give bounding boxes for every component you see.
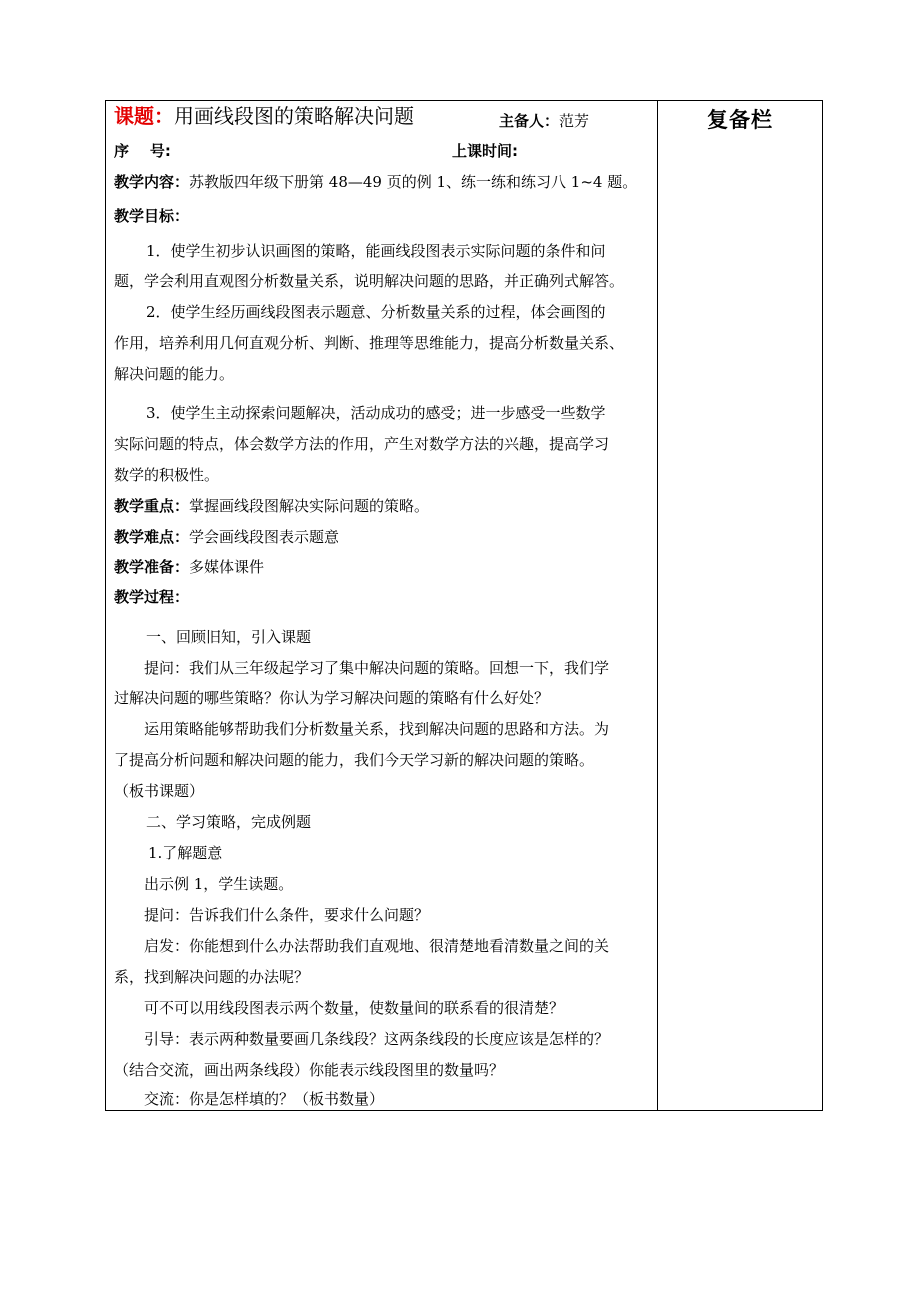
difficulty-text: 学会画线段图表示题意 bbox=[189, 528, 340, 546]
preparation-row bbox=[114, 557, 264, 577]
key-point-text: 掌握画线段图解决实际问题的策略。 bbox=[189, 497, 430, 515]
goal-2-line-2: 作用，培养利用几何直观分析、判断、推理等思维能力，提高分析数量关系、 bbox=[114, 334, 625, 352]
sequence-label: 序 号: bbox=[114, 142, 171, 160]
process-heading-2: 二、学习策略，完成例题 bbox=[146, 813, 312, 831]
process-p10-line-1: 引导：表示两种数量要画几条线段？这两条线段的长度应该是怎样的？ bbox=[144, 1030, 610, 1048]
process-p3-line-2: 了提高分析问题和解决问题的能力，我们今天学习新的解决问题的策略。 bbox=[114, 751, 595, 769]
class-time-label: 上课时间: bbox=[452, 142, 518, 160]
goal-1-line-2: 题，学会利用直观图分析数量关系，说明解决问题的思路，并正确列式解答。 bbox=[114, 272, 625, 290]
process-p8-line-1: 启发：你能想到什么办法帮助我们直观地、很清楚地看清数量之间的关 bbox=[144, 937, 610, 955]
goal-3-line-1: 3．使学生主动探索问题解决，活动成功的感受；进一步感受一些数学 bbox=[146, 404, 606, 422]
goal-3-line-2: 实际问题的特点，体会数学方法的作用，产生对数学方法的兴趣，提高学习 bbox=[114, 435, 610, 453]
preparer-label: 主备人： bbox=[499, 112, 560, 130]
difficulty-row bbox=[114, 527, 339, 547]
column-divider bbox=[657, 101, 658, 1110]
key-point-label: 教学重点： bbox=[114, 497, 190, 515]
process-p11: 交流：你是怎样填的？（板书数量） bbox=[144, 1090, 385, 1108]
teaching-content-text: 苏教版四年级下册第 48—49 页的例 1、练一练和练习八 1~4 题。 bbox=[189, 173, 638, 191]
process-p3-line-3: （板书课题） bbox=[114, 782, 205, 800]
preparer-row bbox=[499, 111, 589, 131]
process-step-1: 1.了解题意 bbox=[148, 844, 223, 862]
teaching-goals-label: 教学目标： bbox=[114, 207, 190, 225]
process-p6: 出示例 1，学生读题。 bbox=[144, 875, 294, 893]
goal-2-line-1: 2．使学生经历画线段图表示题意、分析数量关系的过程，体会画图的 bbox=[146, 303, 606, 321]
process-p2-line-2: 过解决问题的哪些策略？你认为学习解决问题的策略有什么好处？ bbox=[114, 689, 550, 707]
process-p2-line-1: 提问：我们从三年级起学习了集中解决问题的策略。回想一下，我们学 bbox=[144, 659, 610, 677]
preparation-label: 教学准备： bbox=[114, 558, 190, 576]
title-row bbox=[114, 106, 414, 128]
title-label: 课题： bbox=[114, 104, 174, 128]
process-p9: 可不可以用线段图表示两个数量，使数量间的联系看的很清楚？ bbox=[144, 999, 565, 1017]
lesson-title: 用画线段图的策略解决问题 bbox=[174, 104, 414, 128]
side-column-title: 复备栏 bbox=[707, 108, 773, 132]
lesson-plan-table bbox=[105, 100, 823, 1111]
process-p7: 提问：告诉我们什么条件，要求什么问题？ bbox=[144, 906, 430, 924]
teaching-process-label: 教学过程： bbox=[114, 588, 190, 606]
goal-2-line-3: 解决问题的能力。 bbox=[114, 365, 235, 383]
goal-1-line-1: 1．使学生初步认识画图的策略，能画线段图表示实际问题的条件和问 bbox=[146, 242, 606, 260]
process-p8-line-2: 系，找到解决问题的办法呢？ bbox=[114, 968, 310, 986]
preparation-text: 多媒体课件 bbox=[189, 558, 265, 576]
goal-3-line-3: 数学的积极性。 bbox=[114, 466, 220, 484]
preparer-name: 范芳 bbox=[559, 112, 590, 130]
key-point-row bbox=[114, 496, 429, 516]
process-p3-line-1: 运用策略能够帮助我们分析数量关系，找到解决问题的思路和方法。为 bbox=[144, 720, 610, 738]
teaching-content-row bbox=[114, 172, 637, 192]
process-p10-line-2: （结合交流，画出两条线段）你能表示线段图里的数量吗？ bbox=[114, 1061, 505, 1079]
difficulty-label: 教学难点： bbox=[114, 528, 190, 546]
process-heading-1: 一、回顾旧知，引入课题 bbox=[146, 628, 312, 646]
teaching-content-label: 教学内容： bbox=[114, 173, 190, 191]
